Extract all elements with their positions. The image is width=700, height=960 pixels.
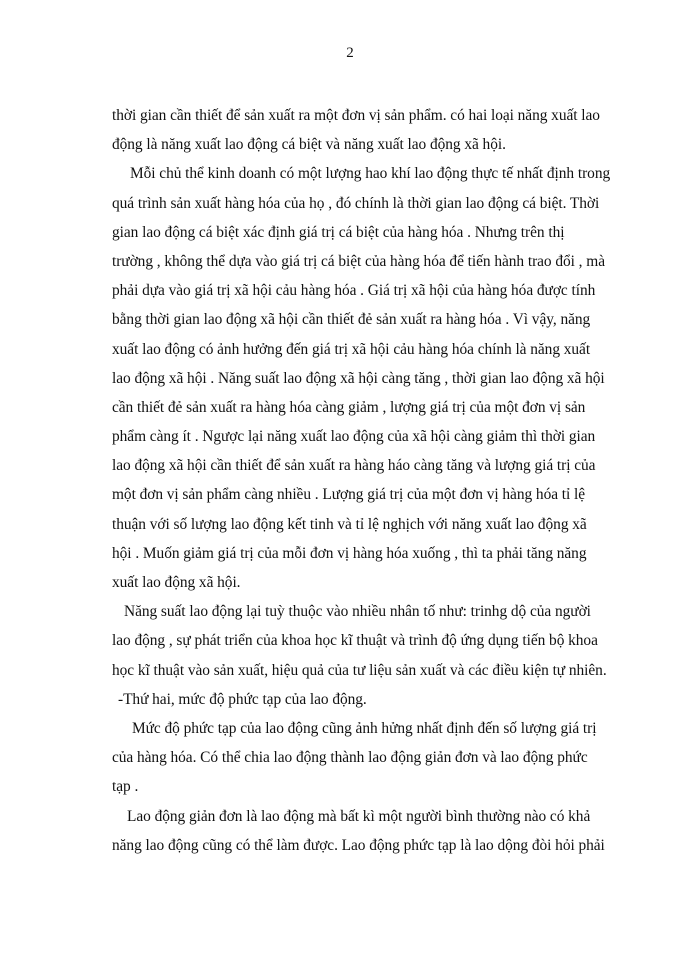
text-line: lao động xã hội cần thiết để sản xuất ra hàng háo càng tăng và lượng giá trị của — [112, 457, 596, 475]
text-line: của hàng hóa. Có thể chia lao động thành lao động giản đơn và lao động phức — [112, 749, 588, 767]
text-line: quá trình sản xuất hàng hóa của họ , đó chính là thời gian lao động cá biệt. Thời — [112, 194, 600, 212]
text-line: hội . Muốn giảm giá trị của mỗi đơn vị hàng hóa xuống , thì ta phải tăng năng — [112, 544, 587, 562]
text-line: học kĩ thuật vào sản xuất, hiệu quả của tư liệu sản xuất và các điều kiện tự nhiên. — [112, 661, 607, 679]
page-number: 2 — [346, 45, 354, 61]
text-line: trường , không thể dựa vào giá trị cá biệt của hàng hóa để tiến hành trao đổi , mà — [112, 252, 605, 270]
text-line: năng lao động cũng có thể làm được. Lao động phức tạp là lao dộng đòi hỏi phải — [112, 836, 605, 854]
text-line: động là năng xuất lao động cá biệt và năng xuất lao động xã hội. — [112, 136, 506, 154]
text-line: thuận với số lượng lao động kết tinh và tỉ lệ nghịch với năng xuất lao động xã — [112, 515, 587, 533]
text-line: cần thiết đẻ sản xuất ra hàng hóa càng giảm , lượng giá trị của một đơn vị sản — [112, 398, 586, 416]
text-line: xuất lao động xã hội. — [112, 574, 241, 591]
text-line: -Thứ hai, mức độ phức tạp của lao động. — [118, 690, 367, 708]
body-text — [112, 101, 672, 860]
text-line: xuất lao động có ảnh hưởng đến giá trị xã hội cảu hàng hóa chính là năng xuất — [112, 340, 591, 358]
text-line: tạp . — [112, 778, 139, 796]
text-line: Năng suất lao động lại tuỳ thuộc vào nhiều nhân tố như: trinhg dộ của người — [124, 603, 591, 621]
text-line: Mức độ phức tạp của lao động cũng ảnh hửng nhất định đến số lượng giá trị — [132, 719, 597, 737]
text-line: gian lao động cá biệt xác định giá trị cá biệt của hàng hóa . Nhưng trên thị — [112, 223, 565, 241]
text-line: Lao động giản đơn là lao động mà bất kì một người bình thường nào có khả — [127, 807, 591, 825]
text-line: một đơn vị sản phẩm càng nhiều . Lượng giá trị của một đơn vị hàng hóa tỉ lệ — [112, 486, 586, 504]
text-line: lao động , sự phát triển của khoa học kĩ thuật và trình độ ứng dụng tiến bộ khoa — [112, 632, 598, 650]
text-line: lao động xã hội . Năng suất lao động xã hội càng tăng , thời gian lao động xã hội — [112, 369, 605, 387]
text-line: phải dựa vào giá trị xã hội cảu hàng hóa . Giá trị xã hội của hàng hóa được tính — [112, 282, 596, 300]
text-line: thời gian cần thiết để sản xuất ra một đơn vị sản phẩm. có hai loại năng xuất lao — [112, 107, 600, 124]
text-line: bằng thời gian lao động xã hội cần thiết đẻ sản xuất ra hàng hóa . Vì vậy, năng — [112, 311, 591, 329]
text-line: Mỗi chủ thể kinh doanh có một lượng hao khí lao động thực tế nhất định trong — [130, 165, 611, 183]
text-line: phẩm càng ít . Ngược lại năng xuất lao động của xã hội càng giảm thì thời gian — [112, 428, 596, 446]
